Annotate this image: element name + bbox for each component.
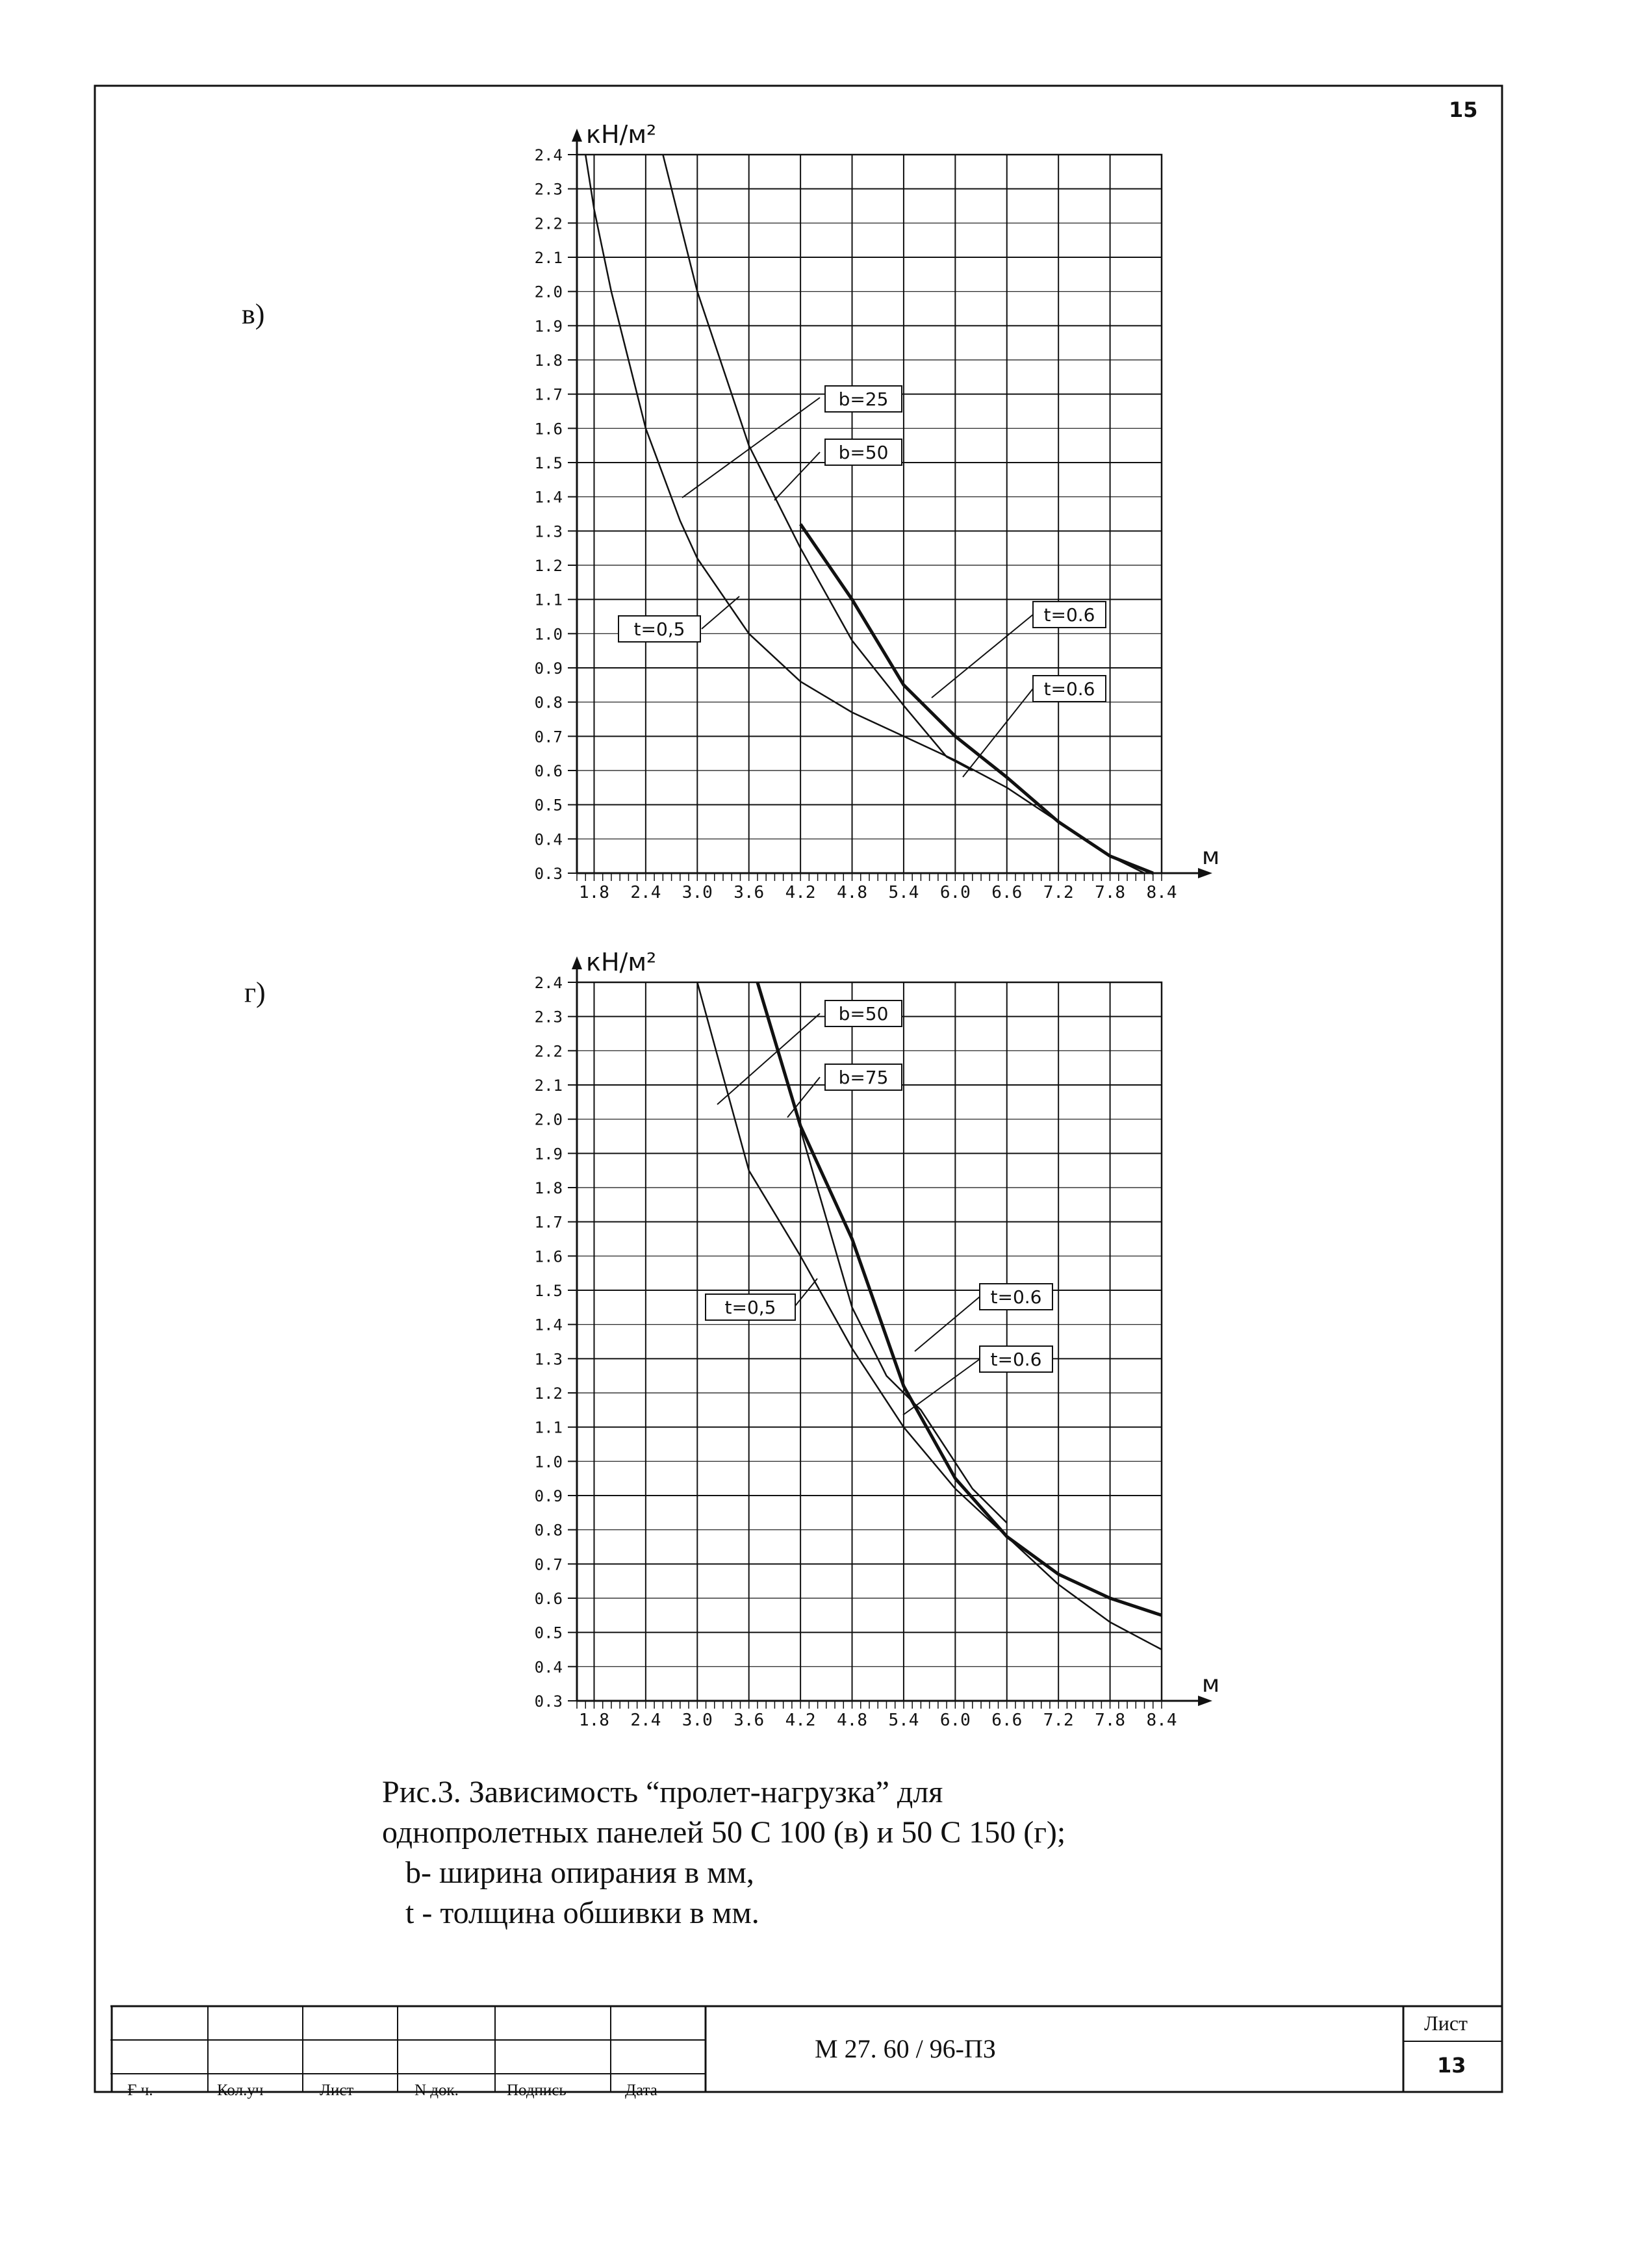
y-tick-label: 1.4 [534, 488, 563, 507]
x-tick-label: 6.0 [939, 883, 971, 902]
y-tick-label: 0.9 [534, 1487, 563, 1505]
annotation-label: t=0.6 [1043, 604, 1095, 626]
x-tick-label: 7.8 [1095, 1711, 1126, 1730]
x-tick-label: 6.0 [939, 1711, 971, 1730]
y-axis-label: кН/м² [586, 948, 657, 976]
y-tick-label: 2.2 [534, 1042, 563, 1061]
y-tick-label: 0.8 [534, 1521, 563, 1540]
y-tick-label: 1.3 [534, 522, 563, 541]
y-tick-label: 0.6 [534, 1590, 563, 1608]
y-tick-label: 0.5 [534, 796, 563, 815]
y-tick-label: 1.9 [534, 317, 563, 336]
panel-label-v: в) [242, 298, 265, 330]
y-tick-label: 1.9 [534, 1145, 563, 1164]
y-tick-label: 0.7 [534, 728, 563, 746]
y-tick-label: 1.5 [534, 1282, 563, 1300]
y-tick-label: 2.3 [534, 1008, 563, 1026]
x-tick-label: 3.6 [733, 883, 765, 902]
annotation-label: b=50 [838, 1003, 889, 1025]
y-tick-label: 1.5 [534, 454, 563, 472]
y-tick-label: 0.5 [534, 1624, 563, 1642]
y-tick-label: 0.8 [534, 693, 563, 712]
x-tick-label: 1.8 [578, 883, 609, 902]
x-tick-label: 7.2 [1043, 883, 1074, 902]
y-tick-label: 1.6 [534, 420, 563, 439]
x-tick-label: 3.0 [682, 883, 713, 902]
x-tick-label: 5.4 [888, 1711, 919, 1730]
x-axis-label: м [1202, 843, 1220, 870]
caption-line-1: Рис.3. Зависимость “пролет-нагрузка” для [382, 1775, 943, 1809]
y-tick-label: 0.4 [534, 1658, 563, 1677]
x-tick-label: 7.8 [1095, 883, 1126, 902]
caption-line-4: t - толщина обшивки в мм. [382, 1896, 759, 1930]
annotation-label: b=25 [838, 389, 889, 410]
caption-line-2: однопролетных панелей 50 С 100 (в) и 50 С 150 (г); [382, 1815, 1066, 1850]
annotation-label: t=0.6 [990, 1286, 1042, 1308]
x-tick-label: 6.6 [991, 883, 1023, 902]
caption-line-3: b- ширина опирания в мм, [382, 1855, 754, 1890]
x-tick-label: 8.4 [1146, 883, 1177, 902]
y-tick-label: 1.0 [534, 625, 563, 644]
stamp-col-list: Лист [320, 2082, 354, 2099]
x-tick-label: 4.8 [837, 1711, 868, 1730]
x-tick-label: 2.4 [630, 1711, 661, 1730]
annotation-label: t=0.6 [1043, 678, 1095, 700]
y-tick-label: 2.4 [534, 146, 563, 164]
y-tick-label: 0.3 [534, 865, 563, 883]
x-tick-label: 5.4 [888, 883, 919, 902]
panel-label-g: г) [244, 976, 266, 1008]
annotation-label: t=0,5 [633, 618, 685, 640]
y-tick-label: 2.3 [534, 180, 563, 199]
y-tick-label: 0.4 [534, 830, 563, 849]
y-tick-label: 1.3 [534, 1350, 563, 1369]
y-tick-label: 0.7 [534, 1555, 563, 1574]
annotation-label: t=0.6 [990, 1349, 1042, 1370]
y-tick-label: 0.9 [534, 659, 563, 678]
y-tick-label: 2.0 [534, 283, 563, 301]
y-tick-label: 1.1 [534, 1418, 563, 1437]
x-tick-label: 1.8 [578, 1711, 609, 1730]
y-tick-label: 2.4 [534, 974, 563, 992]
stamp-col-data: Дата [625, 2082, 657, 2099]
y-tick-label: 1.8 [534, 351, 563, 370]
y-tick-label: 1.7 [534, 385, 563, 404]
y-axis-label: кН/м² [586, 120, 657, 149]
document-code: М 27. 60 / 96-ПЗ [815, 2034, 996, 2063]
y-tick-label: 1.8 [534, 1179, 563, 1197]
y-tick-label: 1.1 [534, 591, 563, 609]
sheet-number: 13 [1437, 2053, 1466, 2078]
y-tick-label: 1.4 [534, 1316, 563, 1334]
annotation-label: b=50 [838, 442, 889, 463]
y-tick-label: 2.0 [534, 1110, 563, 1129]
sheet-label: Лист [1424, 2011, 1468, 2035]
x-tick-label: 7.2 [1043, 1711, 1074, 1730]
page-number: 15 [1449, 97, 1478, 122]
y-tick-label: 1.6 [534, 1247, 563, 1266]
y-tick-label: 0.3 [534, 1692, 563, 1711]
x-tick-label: 6.6 [991, 1711, 1023, 1730]
x-tick-label: 2.4 [630, 883, 661, 902]
y-tick-label: 0.6 [534, 762, 563, 780]
y-tick-label: 1.2 [534, 557, 563, 575]
y-tick-label: 2.2 [534, 214, 563, 233]
annotation-label: t=0,5 [724, 1297, 776, 1318]
y-tick-label: 1.2 [534, 1384, 563, 1403]
stamp-col-ndok: N док. [414, 2082, 459, 2099]
annotation-label: b=75 [838, 1067, 889, 1088]
y-tick-label: 2.1 [534, 1077, 563, 1095]
y-tick-label: 2.1 [534, 249, 563, 267]
x-tick-label: 4.8 [837, 883, 868, 902]
x-tick-label: 4.2 [785, 1711, 816, 1730]
y-tick-label: 1.7 [534, 1213, 563, 1232]
x-tick-label: 8.4 [1146, 1711, 1177, 1730]
stamp-col-podpis: Подпись [507, 2082, 567, 2099]
x-tick-label: 4.2 [785, 883, 816, 902]
x-axis-label: м [1202, 1671, 1220, 1698]
x-tick-label: 3.0 [682, 1711, 713, 1730]
stamp-col-koluch: Кол.уч [217, 2082, 264, 2099]
x-tick-label: 3.6 [733, 1711, 765, 1730]
y-tick-label: 1.0 [534, 1453, 563, 1472]
stamp-col-izm: Ғ ч. [127, 2082, 153, 2099]
